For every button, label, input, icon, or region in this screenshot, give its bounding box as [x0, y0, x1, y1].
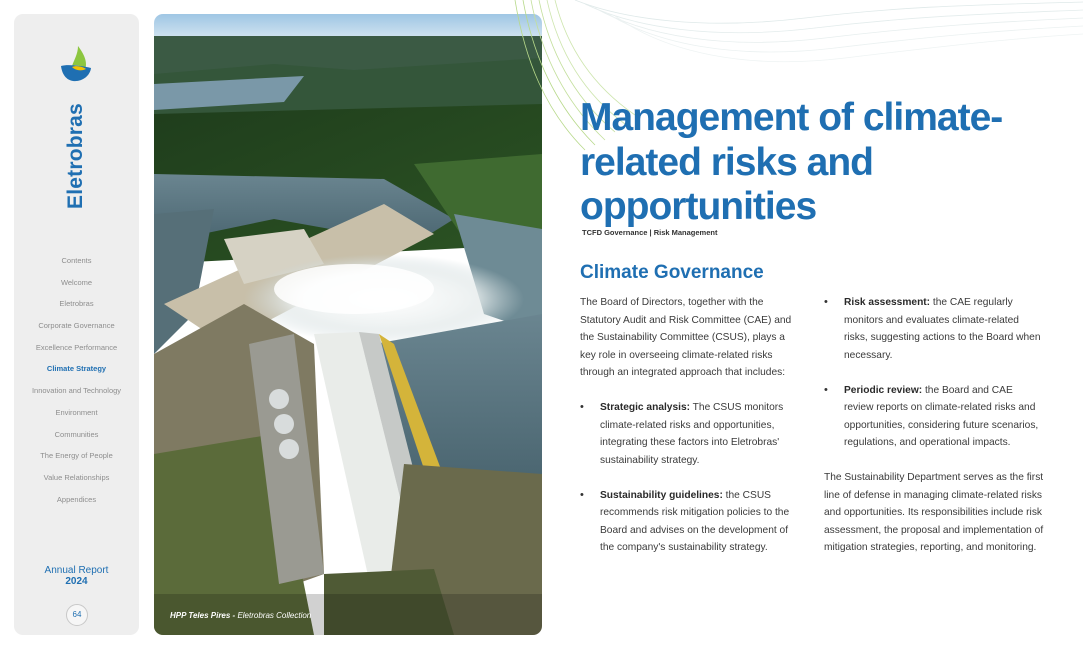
photo-caption: [170, 611, 311, 620]
sidebar: [14, 14, 139, 635]
page-subtitle: TCFD Governance | Risk Management: [582, 228, 718, 237]
brand-wordmark: Eletrobras: [64, 103, 87, 209]
report-year: 2024: [65, 576, 88, 587]
hydropower-plant-illustration: [154, 14, 542, 635]
nav-item-eletrobras[interactable]: Eletrobras: [59, 299, 94, 309]
section-nav: [14, 254, 139, 514]
photo-caption-title: HPP Teles Pires -: [170, 611, 238, 620]
bullet-strategic-analysis: [580, 399, 798, 469]
nav-item-innovation-technology[interactable]: Innovation and Technology: [31, 386, 122, 396]
nav-item-value-relationships[interactable]: Value Relationships: [43, 472, 110, 482]
bullet-label: Sustainability guidelines:: [600, 489, 723, 501]
nav-item-appendices[interactable]: Appendices: [56, 494, 97, 504]
bullet-text: the CSUS recommends risk mitigation policies to the Board and advises on the development of the company's sustainability strategy.: [600, 489, 790, 553]
section-heading: Climate Governance: [580, 262, 764, 283]
bullet-risk-assessment: [824, 294, 1044, 364]
nav-item-welcome[interactable]: Welcome: [60, 277, 93, 287]
bullet-label: Risk assessment:: [844, 297, 931, 308]
eletrobras-logo-icon: [58, 44, 94, 84]
nav-item-corporate-governance[interactable]: Corporate Governance: [38, 321, 115, 331]
bullet-text: the CAE regularly monitors and evaluates climate-related risks, suggesting actions to the Board when necessary.: [844, 297, 1041, 361]
bullet-label: Strategic analysis:: [600, 402, 691, 413]
bullet-text: The CSUS monitors climate-related risks and opportunities, integrating these factors into Eletrobras' sustainability strategy.: [600, 402, 784, 466]
nav-item-communities[interactable]: Communities: [54, 429, 99, 439]
closing-paragraph: The Sustainability Department serves as the first line of defense in managing climate-related risks and opportunities. Its responsibilities include risk assessment, the proposal and implementation of mitigation strategies, reporting, and monitoring.: [824, 472, 1044, 553]
content-column-left: [580, 294, 798, 574]
page-number: 64: [66, 604, 88, 626]
content-column-right: [824, 294, 1044, 574]
nav-item-environment[interactable]: Environment: [55, 407, 98, 417]
nav-item-contents[interactable]: Contents: [61, 256, 92, 265]
bullet-periodic-review: [824, 382, 1044, 452]
bullet-label: Periodic review:: [844, 384, 923, 396]
nav-item-excellence-performance[interactable]: Excellence Performance: [35, 342, 118, 352]
dam-photo: [154, 14, 542, 635]
page-title: Management of climate-related risks and opportunities: [580, 96, 1003, 228]
bullet-text: the Board and CAE review reports on climate-related risks and opportunities, considering future scenarios, regulations, and operational impacts.: [844, 384, 1039, 448]
intro-paragraph: The Board of Directors, together with the Statutory Audit and Risk Committee (CAE) and the Sustainability Committee (CSUS), plays a key role in overseeing climate-related risks through an integrated approach that includes:: [580, 297, 792, 378]
photo-caption-credit: Eletrobras Collection: [237, 611, 312, 620]
nav-item-energy-of-people[interactable]: The Energy of People: [40, 451, 113, 461]
bullet-sustainability-guidelines: [580, 487, 798, 557]
report-label: Annual Report: [44, 565, 109, 576]
nav-item-climate-strategy[interactable]: Climate Strategy: [46, 364, 107, 374]
